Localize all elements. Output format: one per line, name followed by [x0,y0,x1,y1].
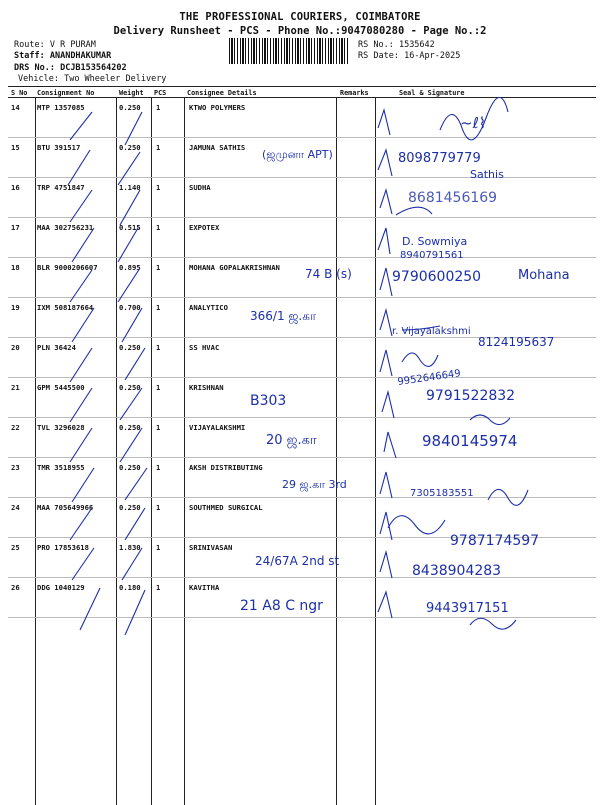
row-weight: 0.515 [119,223,141,232]
row-consignment: PLN 36424 [37,343,76,352]
col-remarks: Remarks [340,89,369,97]
name-row18: Mohana [518,268,570,283]
row-sno: 24 [11,503,20,512]
row-consignee: ANALYTICO [189,303,228,312]
row-consignee: KTWO POLYMERS [189,103,246,112]
vehicle-line [18,74,166,84]
drs-label: DRS No.: [14,63,55,73]
name-row19: r. Vijayalakshmi [392,326,471,337]
row-consignee: VIJAYALAKSHMI [189,423,246,432]
route-label: Route: [14,40,45,50]
row-sno: 25 [11,543,20,552]
document-subtitle: Delivery Runsheet - PCS - Phone No.:9047080280 - Page No.:2 [113,25,487,37]
table-row [8,578,596,618]
table-row [8,458,596,498]
staff-line [14,51,111,61]
row-pcs: 1 [156,463,161,472]
staff-value: ANANDHAKUMAR [49,51,112,61]
row-consignee: KRISHNAN [189,383,224,392]
row-weight: 1.830 [119,543,141,552]
route-value: V R PURAM [49,40,96,50]
row-consignment: MAA 302756231 [37,223,94,232]
row-sno: 22 [11,423,20,432]
row-weight: 0.250 [119,503,141,512]
row-consignee: EXPOTEX [189,223,220,232]
remark-row22: 20 ஜ.கா [266,433,317,448]
row-weight: 0.250 [119,463,141,472]
remark-row26: 21 A8 C ngr [240,598,323,614]
row-consignee: SS HVAC [189,343,220,352]
table-row [8,538,596,578]
staff-label: Staff: [14,51,45,61]
phone-row24: 9787174597 [450,533,540,549]
phone-row23: 7305183551 [410,488,474,499]
row-sno: 18 [11,263,20,272]
row-consignee: SUDHA [189,183,211,192]
row-sno: 16 [11,183,20,192]
row-consignee: SRINIVASAN [189,543,233,552]
phone-row16: 8681456169 [408,190,498,206]
table-row [8,338,596,378]
remark-row25: 24/67A 2nd st [255,554,340,568]
row-consignee: AKSH DISTRIBUTING [189,463,263,472]
row-pcs: 1 [156,503,161,512]
drs-line [14,63,127,73]
row-consignment: BLR 9000206607 [37,263,98,272]
col-consignment: Consignment No [37,89,95,97]
row-consignment: BTU 391517 [37,143,81,152]
row-sno: 23 [11,463,20,472]
row-pcs: 1 [156,583,161,592]
phone-row20: 9952646649 [396,368,462,388]
route-line [14,40,96,50]
table-row [8,298,596,338]
row-consignment: MAA 705649966 [37,503,94,512]
row-consignment: TMR 3518955 [37,463,85,472]
remark-row15: (ஜமுனா APT) [262,148,333,161]
row-sno: 15 [11,143,20,152]
row-consignee: KAVITHA [189,583,220,592]
phone-row17: 8940791561 [400,250,464,261]
row-sno: 14 [11,103,20,112]
row-weight: 0.250 [119,143,141,152]
row-weight: 0.250 [119,383,141,392]
row-pcs: 1 [156,343,161,352]
row-pcs: 1 [156,103,161,112]
col-seal-signature: Seal & Signature [399,89,465,97]
row-weight: 0.700 [119,303,141,312]
remark-row23: 29 ஜ.கா 3rd [282,478,347,491]
rs-no-value: 1535642 [398,40,435,50]
table-top-rule [8,86,596,87]
rs-date-line [358,51,460,61]
name-row17: D. Sowmiya [402,235,468,248]
drs-value: DCJB153564202 [60,63,127,73]
vehicle-label: Vehicle: [18,74,59,84]
row-weight: 0.250 [119,423,141,432]
phone-row25: 8438904283 [412,563,502,579]
table-row [8,258,596,298]
rs-date-value: 16-Apr-2025 [404,51,461,61]
row-consignment: TRP 4751847 [37,183,85,192]
row-consignee: JAMUNA SATHIS [189,143,246,152]
document-title: THE PROFESSIONAL COURIERS, COIMBATORE [179,11,421,23]
row-pcs: 1 [156,263,161,272]
row-pcs: 1 [156,143,161,152]
remark-row21: B303 [250,393,287,409]
row-pcs: 1 [156,183,161,192]
row-consignee: SOUTHMED SURGICAL [189,503,263,512]
remark-row18: 74 B (s) [305,267,352,281]
row-sno: 20 [11,343,20,352]
table-row [8,218,596,258]
row-sno: 17 [11,223,20,232]
row-weight: 0.180 [119,583,141,592]
table-row [8,98,596,138]
row-consignment: GPM 5445500 [37,383,85,392]
col-sno: S No [11,89,28,97]
row-weight: 0.250 [119,343,141,352]
rs-no-label: RS No.: [358,40,394,50]
table-row [8,418,596,458]
row-sno: 26 [11,583,20,592]
row-consignment: IXM 508187664 [37,303,94,312]
row-consignment: DDG 1040129 [37,583,85,592]
phone-row15: 8098779779 [398,151,481,166]
row-pcs: 1 [156,383,161,392]
row-consignment: PRO 17853618 [37,543,89,552]
row-pcs: 1 [156,423,161,432]
phone-row26: 9443917151 [426,601,509,616]
barcode [229,38,349,64]
row-weight: 0.250 [119,103,141,112]
row-sno: 19 [11,303,20,312]
signature-row14: ~ℓ⌇ [460,114,487,132]
table-row [8,138,596,178]
table-row [8,378,596,418]
row-pcs: 1 [156,223,161,232]
table-row [8,178,596,218]
col-weight: Weight [119,89,144,97]
row-pcs: 1 [156,303,161,312]
rs-date-label: RS Date: [358,51,399,61]
row-sno: 21 [11,383,20,392]
row-divider [8,617,596,618]
phone-row21: 9791522832 [426,388,516,404]
phone-row18: 9790600250 [392,269,482,285]
row-weight: 0.895 [119,263,141,272]
rs-no-line [358,40,435,50]
col-consignee: Consignee Details [187,89,257,97]
name-row15: Sathis [470,168,504,181]
phone-row19: 8124195637 [478,335,555,349]
row-consignment: TVL 3296028 [37,423,85,432]
row-weight: 1.140 [119,183,141,192]
vehicle-value: Two Wheeler Delivery [64,74,167,84]
table-row [8,498,596,538]
remark-row19: 366/1 ஜ.கா [250,309,317,323]
phone-row22: 9840145974 [422,432,518,450]
row-consignment: MTP 1357085 [37,103,85,112]
row-consignee: MOHANA GOPALAKRISHNAN [189,263,280,272]
col-pcs: PCS [154,89,167,97]
row-pcs: 1 [156,543,161,552]
